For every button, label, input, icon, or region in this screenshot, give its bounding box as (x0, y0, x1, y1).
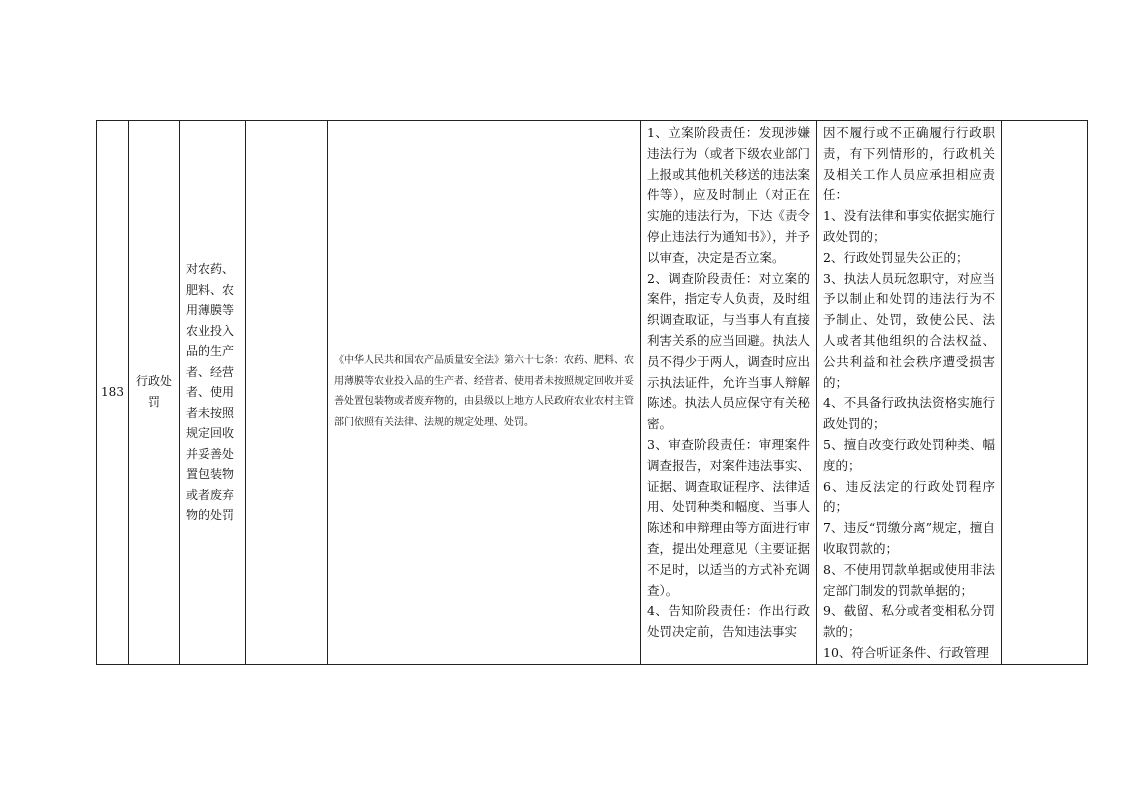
seq-number: 183 (101, 385, 124, 400)
responsibility-item: 2、调查阶段责任：对立案的案件，指定专人负责，及时组织调查取证，与当事人有直接利害关系的应当回避。执法人员不得少于两人，调查时应出示执法证件，允许当事人辩解陈述。执法人员应保守有关秘密。 (647, 270, 810, 432)
accountability-item: 7、违反“罚缴分离”规定，擅自收取罚款的； (823, 520, 995, 556)
responsibility-table (96, 120, 1088, 665)
legal-basis-text: 《中华人民共和国农产品质量安全法》第六十七条：农药、肥料、农用薄膜等农业投入品的生产者、经营者、使用者未按照规定回收并妥善处置包装物或者废弃物的，由县级以上地方人民政府农业农村主管部门依照有关法律、法规的规定处理、处罚。 (334, 355, 634, 428)
accountability-item: 8、不使用罚款单据或使用非法定部门制发的罚款单据的； (823, 561, 995, 598)
accountability-item: 10、符合听证条件、行政管理 (823, 644, 989, 660)
sub-item-cell (246, 121, 328, 665)
responsibility-cell (641, 121, 817, 665)
item-name-text: 对农药、肥料、农用薄膜等农业投入品的生产者、经营者、使用者未按照规定回收并妥善处置包装物或者废弃物的处罚 (186, 262, 235, 523)
seq-cell (97, 121, 129, 665)
accountability-item: 4、不具备行政执法资格实施行政处罚的； (823, 395, 995, 432)
remarks-cell (1002, 121, 1088, 665)
accountability-item: 3、执法人员玩忽职守，对应当予以制止和处罚的违法行为不予制止、处罚，致使公民、法人或者其他组织的合法权益、公共利益和社会秩序遭受损害的； (823, 270, 995, 390)
accountability-item: 因不履行或不正确履行行政职责，有下列情形的，行政机关及相关工作人员应承担相应责任： (823, 125, 995, 203)
accountability-item: 2、行政处罚显失公正的； (823, 249, 969, 265)
category-cell (129, 121, 180, 665)
responsibility-item: 3、审查阶段责任：审理案件调查报告，对案件违法事实、证据、调查取证程序、法律适用、处罚种类和幅度、当事人陈述和申辩理由等方面进行审查，提出处理意见（主要证据不足时，以适当的方式补充调查）。 (647, 436, 810, 598)
item-name-cell (180, 121, 246, 665)
responsibility-item: 4、告知阶段责任：作出行政处罚决定前，告知违法事实 (647, 603, 810, 640)
accountability-item: 1、没有法律和事实依据实施行政处罚的； (823, 208, 995, 244)
legal-basis-cell (328, 121, 641, 665)
accountability-item: 9、截留、私分或者变相私分罚款的； (823, 603, 995, 640)
responsibility-item: 1、立案阶段责任：发现涉嫌违法行为（或者下级农业部门上报或其他机关移送的违法案件等），应及时制止（对正在实施的违法行为，下达《责令停止违法行为通知书》），并予以审查，决定是否立案。 (647, 125, 810, 265)
accountability-item: 6、违反法定的行政处罚程序的； (823, 478, 995, 515)
category-text: 行政处罚 (135, 374, 172, 410)
table-row (97, 121, 1088, 665)
accountability-cell (817, 121, 1002, 665)
accountability-item: 5、擅自改变行政处罚种类、幅度的； (823, 436, 995, 473)
